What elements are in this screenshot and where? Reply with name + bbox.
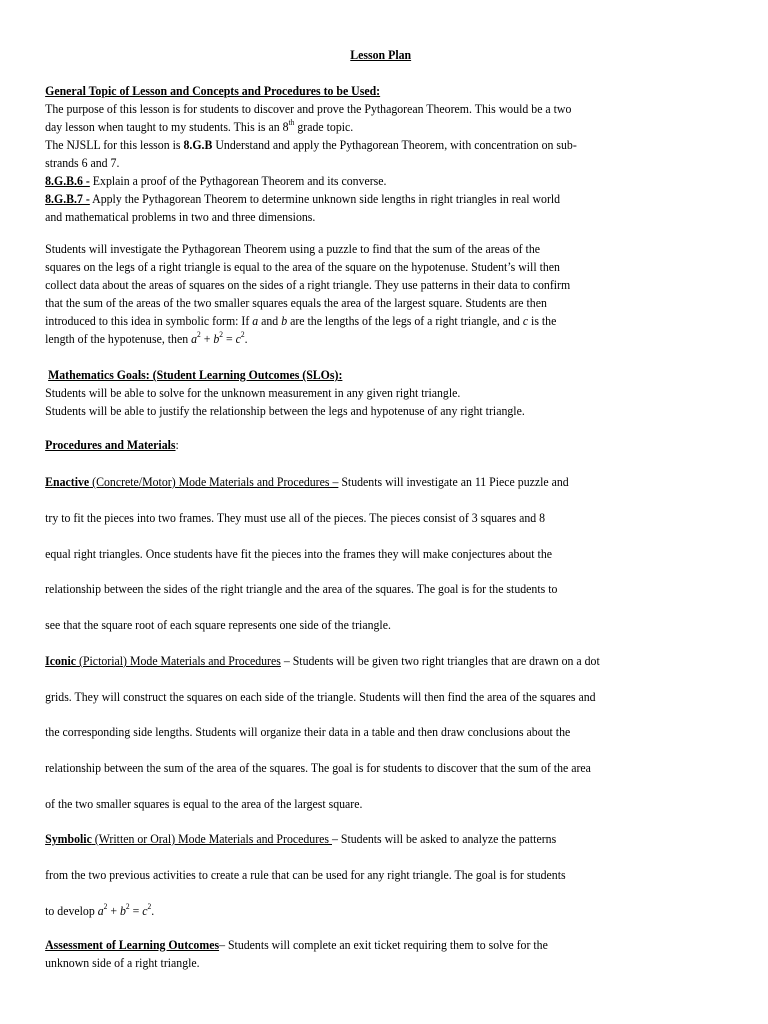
assessment-section (45, 936, 548, 954)
paragraph-line (45, 330, 248, 348)
eq-a: a (191, 332, 198, 346)
text-run: are the lengths of the legs of a right triangle, and (287, 314, 523, 328)
paragraph-line: from the two previous activities to create a rule that can be used for any right triangle. The goal is for students (45, 868, 566, 882)
paragraph-line: squares on the legs of a right triangle is equal to the area of the square on the hypotenuse. Student’s will then (45, 260, 560, 274)
paragraph-line (45, 118, 353, 136)
paragraph-line: Students will investigate the Pythagorean Theorem using a puzzle to find that the sum of the areas of the (45, 242, 541, 256)
paragraph-line: Students will be able to solve for the unknown measurement in any given right triangle. (45, 386, 461, 400)
page-title: Lesson Plan (350, 48, 412, 62)
goals-heading-text: Mathematics Goals: (Student Learning Outcomes (SLOs): (48, 368, 343, 382)
exponent: 2 (103, 901, 108, 911)
symbolic-section (45, 830, 556, 848)
paragraph-line: relationship between the sides of the right triangle and the area of the squares. The goal is for the students to (45, 582, 558, 596)
eq-c: c (235, 332, 241, 346)
pythagorean-equation (97, 901, 155, 918)
paragraph-line: strands 6 and 7. (45, 156, 120, 170)
variable-b: b (281, 314, 288, 328)
eq-plus: + (200, 332, 214, 346)
eq-period: . (151, 904, 155, 918)
eq-equals: = (129, 904, 143, 918)
procedures-heading (45, 436, 179, 454)
variable-a: a (252, 314, 259, 328)
exponent: 2 (125, 901, 130, 911)
iconic-section (45, 652, 600, 670)
text-run: and (258, 314, 282, 328)
iconic-label: Iconic (45, 654, 77, 668)
text-run: – Students will complete an exit ticket requiring them to solve for the (219, 938, 548, 952)
standard-text: Apply the Pythagorean Theorem to determine unknown side lengths in right triangles in real world (89, 192, 561, 206)
enactive-label: Enactive (45, 475, 90, 489)
eq-b: b (213, 332, 220, 346)
eq-plus: + (107, 904, 121, 918)
standard-8gb7 (45, 190, 560, 208)
text-run: introduced to this idea in symbolic form: If (45, 314, 253, 328)
text-run: Understand and apply the Pythagorean Theorem, with concentration on sub- (212, 138, 577, 152)
exponent: 2 (219, 329, 224, 339)
paragraph-line: of the two smaller squares is equal to the area of the largest square. (45, 797, 363, 811)
paragraph-line (45, 902, 154, 920)
text-run: – Students will be asked to analyze the patterns (331, 832, 557, 846)
paragraph-line: unknown side of a right triangle. (45, 956, 200, 970)
variable-c: c (522, 314, 529, 328)
procedures-heading-text: Procedures and Materials (45, 438, 176, 452)
symbolic-label: Symbolic (45, 832, 92, 846)
standard-text: Explain a proof of the Pythagorean Theorem and its converse. (89, 174, 387, 188)
standard-code: 8.G.B (183, 138, 213, 152)
text-run: is the (528, 314, 557, 328)
symbolic-mode: (Written or Oral) Mode Materials and Procedures (91, 832, 332, 846)
text-run: The NJSLL for this lesson is (45, 138, 184, 152)
eq-period: . (244, 332, 248, 346)
paragraph-line: collect data about the areas of squares on the sides of a right triangle. They use patterns in their data to confirm (45, 278, 571, 292)
exponent: 2 (240, 329, 245, 339)
general-topic-heading (45, 82, 380, 100)
exponent: 2 (197, 329, 201, 339)
paragraph-line: relationship between the sum of the area of the squares. The goal is for students to discover that the sum of the area (45, 761, 591, 775)
paragraph-line: Students will be able to justify the relationship between the legs and hypotenuse of any right triangle. (45, 404, 525, 418)
text-run: length of the hypotenuse, then (45, 332, 192, 346)
superscript: th (288, 117, 295, 127)
paragraph-line (45, 312, 556, 330)
standard-label: 8.G.B.7 - (45, 192, 90, 206)
assessment-label: Assessment of Learning Outcomes (45, 938, 220, 952)
paragraph-line: equal right triangles. Once students have fit the pieces into the frames they will make conjectures about the (45, 547, 553, 561)
paragraph-line: The purpose of this lesson is for students to discover and prove the Pythagorean Theorem. This would be a two (45, 102, 572, 116)
text-run: day lesson when taught to my students. This is an 8 (45, 120, 289, 134)
eq-a: a (97, 904, 104, 918)
enactive-section (45, 473, 569, 491)
text-run: : (175, 438, 179, 452)
enactive-mode: (Concrete/Motor) Mode Materials and Procedures – (89, 475, 339, 489)
paragraph-line: and mathematical problems in two and three dimensions. (45, 210, 316, 224)
paragraph-line: grids. They will construct the squares on each side of the triangle. Students will then find the area of the squares and (45, 690, 596, 704)
paragraph-line (45, 136, 577, 154)
paragraph-line: try to fit the pieces into two frames. They must use all of the pieces. The pieces consist of 3 squares and 8 (45, 511, 546, 525)
pythagorean-equation (191, 329, 248, 346)
text-run: Students will investigate an 11 Piece puzzle and (338, 475, 569, 489)
standard-8gb6 (45, 172, 386, 190)
text-run: to develop (45, 904, 98, 918)
standard-label: 8.G.B.6 - (45, 174, 90, 188)
paragraph-line: that the sum of the areas of the two smaller squares equals the area of the largest square. Students are then (45, 296, 547, 310)
general-topic-heading-text: General Topic of Lesson and Concepts and Procedures to be Used: (45, 84, 381, 98)
text-run: – Students will be given two right triangles that are drawn on a dot (280, 654, 600, 668)
paragraph-line: see that the square root of each square represents one side of the triangle. (45, 618, 391, 632)
eq-c: c (142, 904, 148, 918)
eq-b: b (120, 904, 126, 918)
exponent: 2 (147, 901, 152, 911)
goals-heading (45, 366, 342, 384)
paragraph-line: the corresponding side lengths. Students will organize their data in a table and then draw conclusions about the (45, 725, 571, 739)
eq-equals: = (223, 332, 236, 346)
text-run: grade topic. (294, 120, 354, 134)
iconic-mode: (Pictorial) Mode Materials and Procedures (76, 654, 281, 668)
